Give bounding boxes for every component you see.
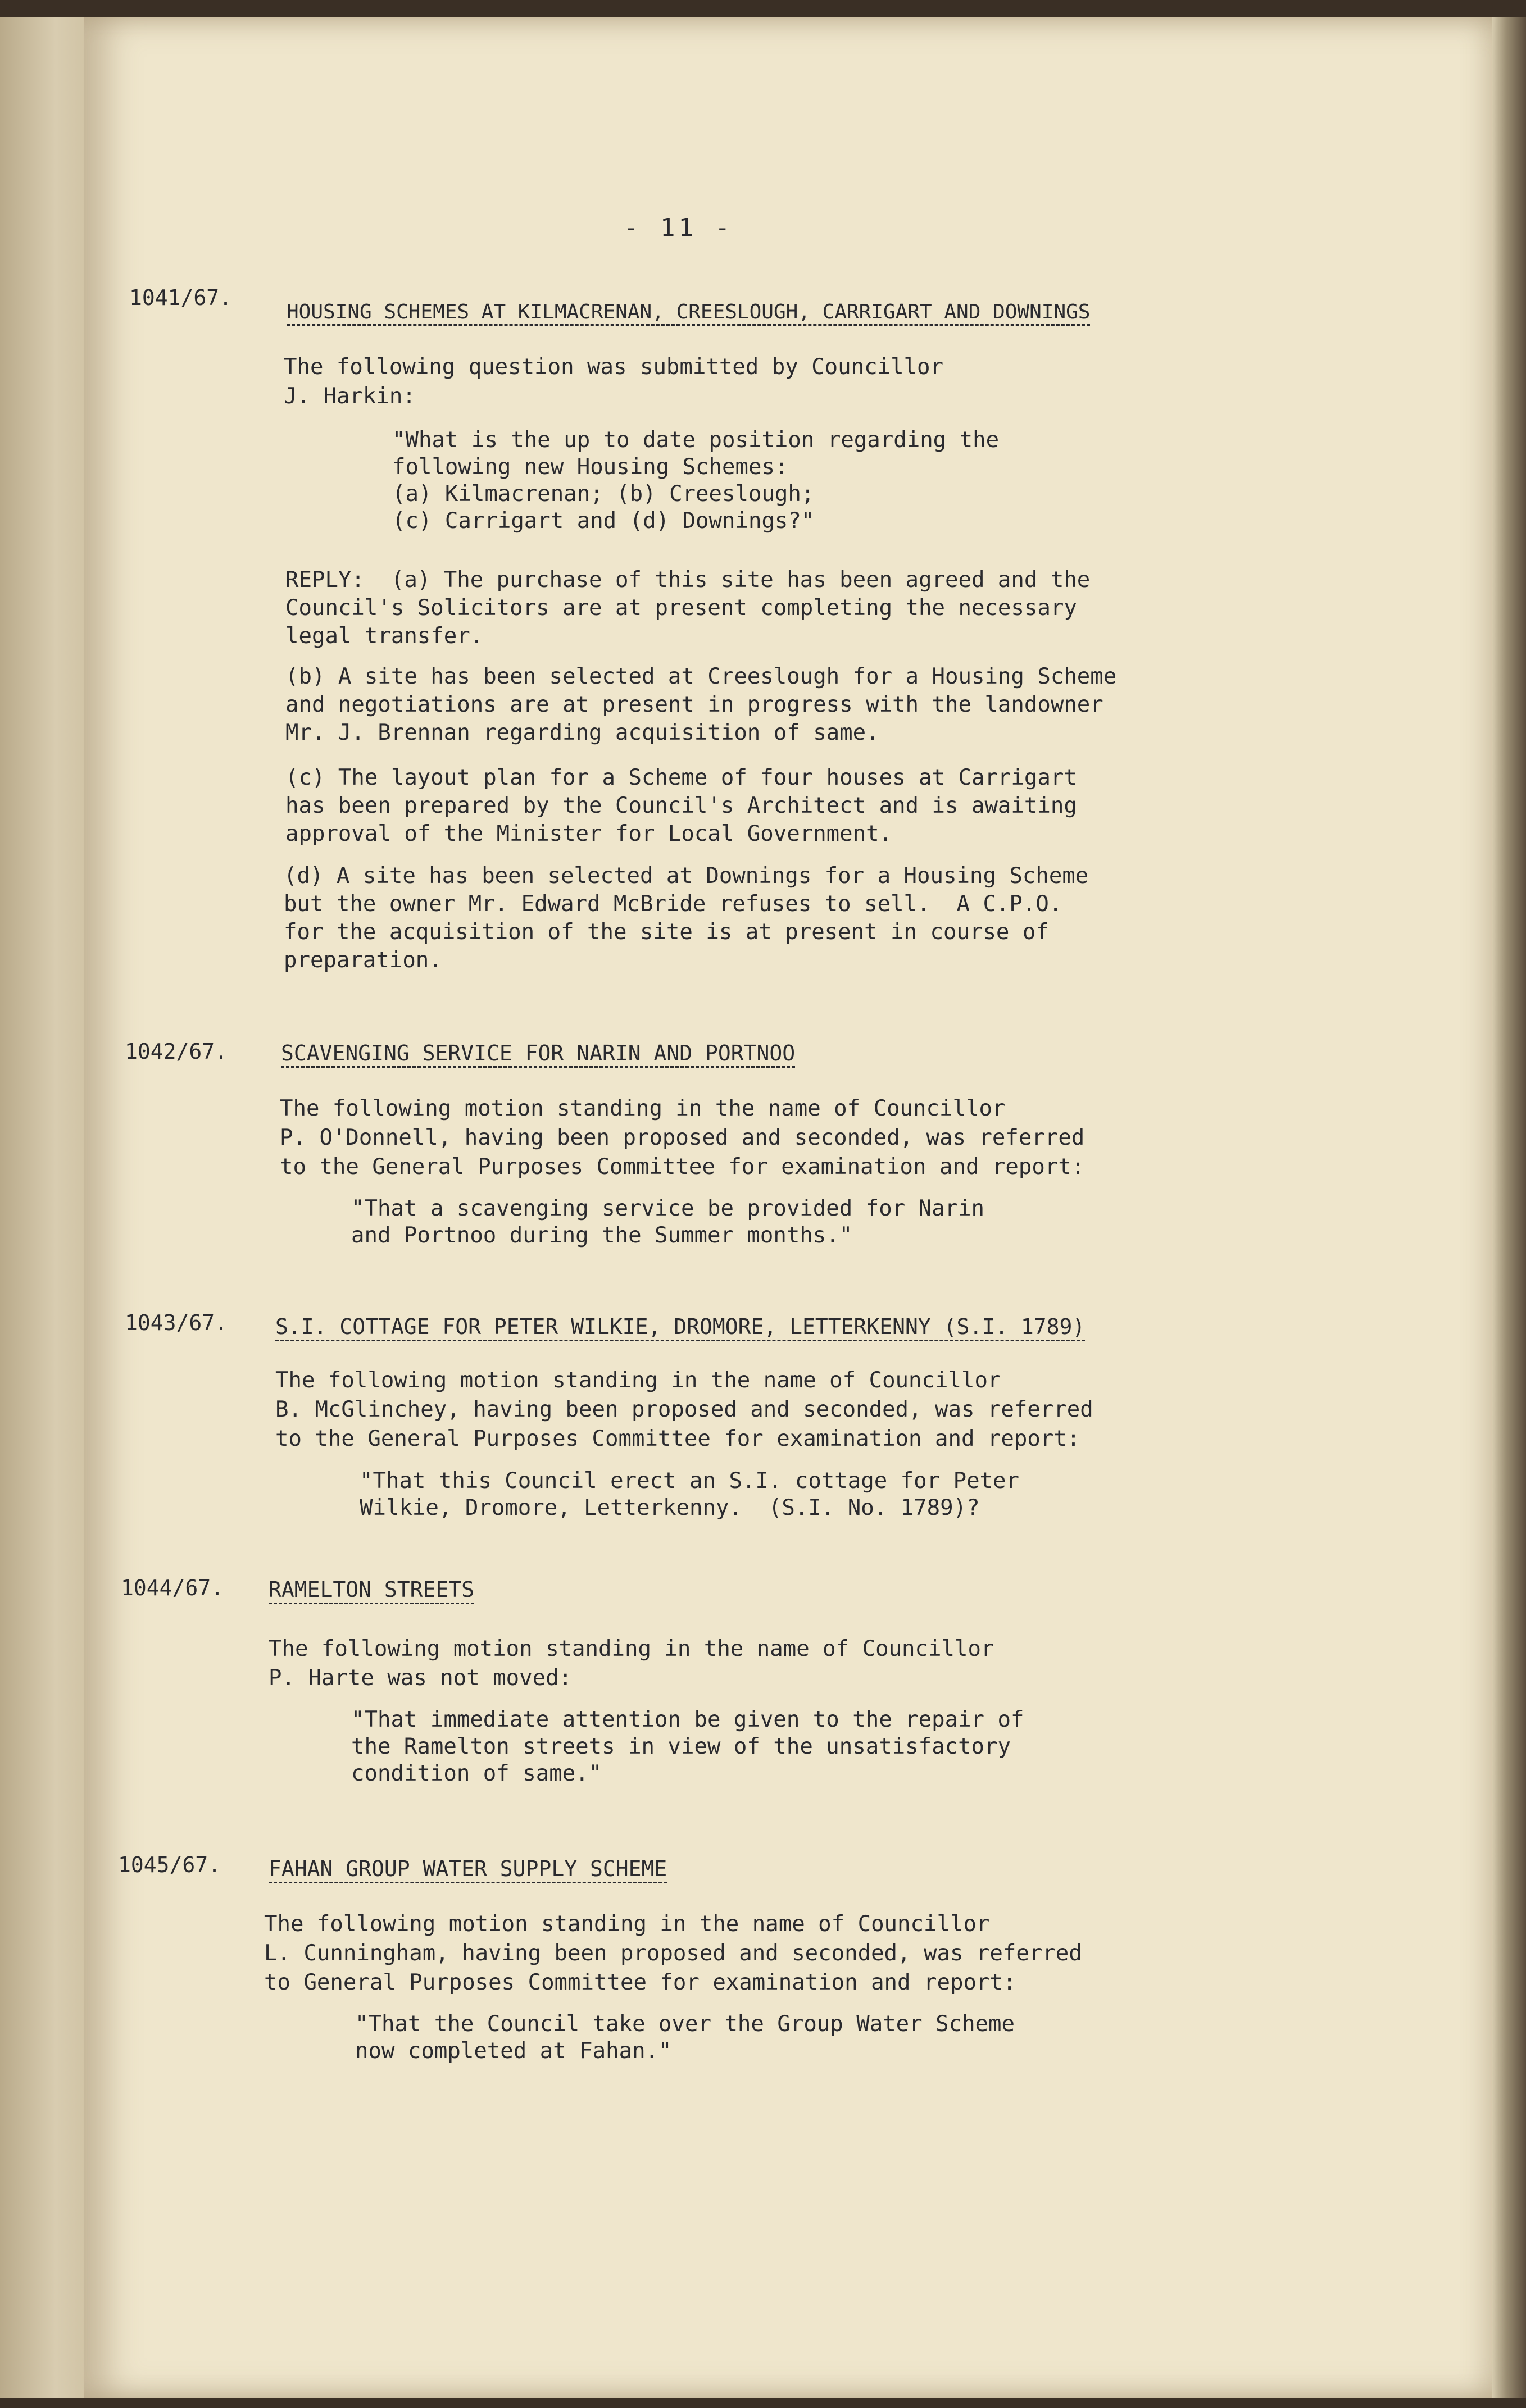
reply-b: (b) A site has been selected at Creeslough for a Housing Scheme and negotiations are at present in progress with the landowner Mr. J. Brennan regarding acquisition of same. <box>285 664 1117 745</box>
reply-d: (d) A site has been selected at Downings for a Housing Scheme but the owner Mr. Edward McBride refuses to sell. A C.P.O. for the acquisition of the site is at present in course of preparation. <box>284 863 1089 973</box>
item-number: 1041/67. <box>129 285 233 310</box>
section-heading: HOUSING SCHEMES AT KILMACRENAN, CREESLOUGH, CARRIGART AND DOWNINGS <box>287 301 1091 324</box>
section-quote: "That the Council take over the Group Water Scheme now completed at Fahan." <box>355 2011 1015 2064</box>
section-intro: The following motion standing in the name of Councillor B. McGlinchey, having been proposed and seconded, was referred to the General Purposes Committee for examination and report: <box>275 1368 1093 1451</box>
section-intro: The following question was submitted by Councillor J. Harkin: <box>284 354 943 409</box>
item-number: 1044/67. <box>121 1576 224 1600</box>
section-intro: The following motion standing in the name of Councillor L. Cunningham, having been proposed and seconded, was referred to General Purposes Committee for examination and report: <box>264 1911 1082 1995</box>
reply-a: REPLY: (a) The purchase of this site has been agreed and the Council's Solicitors are at present completing the necessary legal transfer. <box>285 567 1091 649</box>
section-heading: RAMELTON STREETS <box>269 1577 475 1602</box>
section-intro: The following motion standing in the name of Councillor P. Harte was not moved: <box>269 1636 994 1691</box>
section-quote: "That this Council erect an S.I. cottage for Peter Wilkie, Dromore, Letterkenny. (S.I. No. 1789)? <box>360 1468 1019 1521</box>
page-number: - 11 - <box>624 213 733 242</box>
section-quote: "What is the up to date position regarding the following new Housing Schemes: (a) Kilmacrenan; (b) Creeslough; (c) Carrigart and (d) Downings?" <box>392 427 1000 534</box>
section-intro: The following motion standing in the name of Councillor P. O'Donnell, having been proposed and seconded, was referred to the General Purposes Committee for examination and report: <box>280 1096 1085 1180</box>
item-number: 1045/67. <box>118 1852 221 1877</box>
reply-c: (c) The layout plan for a Scheme of four houses at Carrigart has been prepared by the Council's Architect and is awaiting approval of the Minister for Local Government. <box>285 765 1077 846</box>
section-heading: SCAVENGING SERVICE FOR NARIN AND PORTNOO <box>281 1041 796 1066</box>
item-number: 1043/67. <box>125 1310 228 1335</box>
item-number: 1042/67. <box>125 1039 228 1064</box>
section-quote: "That immediate attention be given to the repair of the Ramelton streets in view of the unsatisfactory condition of same." <box>351 1707 1024 1786</box>
section-heading: FAHAN GROUP WATER SUPPLY SCHEME <box>269 1856 667 1881</box>
section-quote: "That a scavenging service be provided for Narin and Portnoo during the Summer months." <box>351 1196 985 1248</box>
section-heading: S.I. COTTAGE FOR PETER WILKIE, DROMORE, LETTERKENNY (S.I. 1789) <box>275 1314 1086 1339</box>
